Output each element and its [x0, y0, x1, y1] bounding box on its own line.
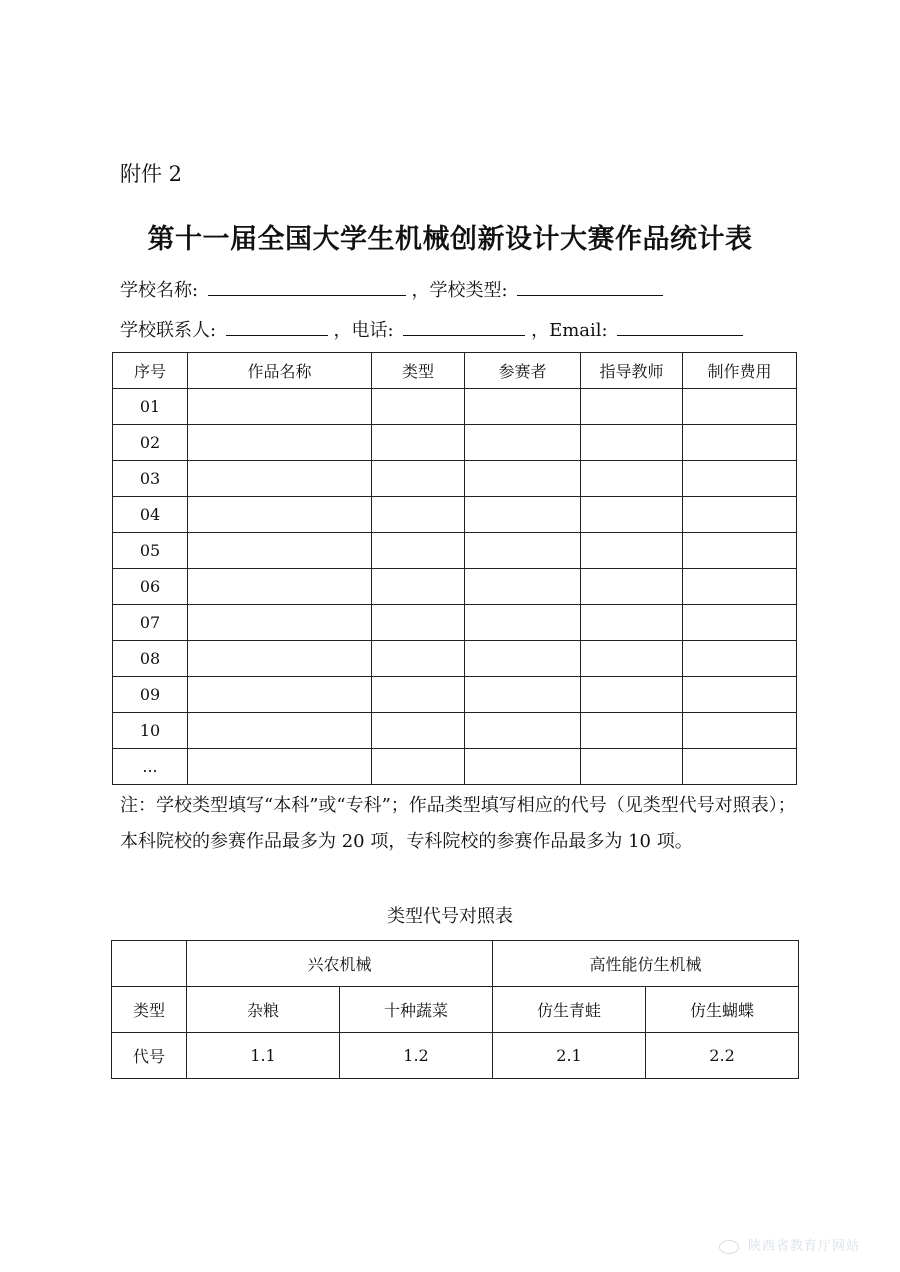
row-index-cell: 01: [113, 389, 188, 425]
type-cell: 十种蔬菜: [340, 987, 493, 1033]
cost-cell[interactable]: [683, 461, 797, 497]
advisor-cell[interactable]: [581, 497, 683, 533]
header-index: 序号: [113, 353, 188, 389]
type-cell[interactable]: [372, 677, 465, 713]
contact-label: 学校联系人:: [120, 320, 217, 341]
work-name-cell[interactable]: [188, 713, 372, 749]
row-index-cell: 07: [113, 605, 188, 641]
work-name-cell[interactable]: [188, 677, 372, 713]
work-name-cell[interactable]: [188, 569, 372, 605]
type-cell[interactable]: [372, 569, 465, 605]
row-index-cell: 04: [113, 497, 188, 533]
advisor-cell[interactable]: [581, 533, 683, 569]
code-cell: 2.1: [493, 1033, 646, 1079]
work-name-cell[interactable]: [188, 389, 372, 425]
type-code-row: [112, 1033, 799, 1079]
work-name-cell[interactable]: [188, 425, 372, 461]
row-index-cell: 08: [113, 641, 188, 677]
school-type-blank[interactable]: [517, 275, 663, 296]
participants-cell[interactable]: [465, 713, 581, 749]
type-cell[interactable]: [372, 533, 465, 569]
work-name-cell[interactable]: [188, 749, 372, 785]
contact-info-line: [120, 315, 743, 342]
table-row: [113, 713, 797, 749]
work-name-cell[interactable]: [188, 533, 372, 569]
row-type-label: 类型: [112, 987, 187, 1033]
row-index-cell: 05: [113, 533, 188, 569]
school-type-label: ，学校类型:: [411, 280, 508, 301]
cost-cell[interactable]: [683, 497, 797, 533]
participants-cell[interactable]: [465, 425, 581, 461]
type-name-row: [112, 987, 799, 1033]
cost-cell[interactable]: [683, 569, 797, 605]
watermark-text: 陕西省教育厅网站: [747, 1239, 860, 1254]
type-cell[interactable]: [372, 425, 465, 461]
type-code-table: [111, 940, 799, 1079]
school-name-blank[interactable]: [208, 275, 406, 296]
advisor-cell[interactable]: [581, 749, 683, 785]
table-row: [113, 569, 797, 605]
row-index-cell: 09: [113, 677, 188, 713]
type-cell: 仿生青蛙: [493, 987, 646, 1033]
table-row: [113, 749, 797, 785]
header-work-name: 作品名称: [188, 353, 372, 389]
table-row: [113, 425, 797, 461]
row-index-cell: 03: [113, 461, 188, 497]
table-row: [113, 389, 797, 425]
participants-cell[interactable]: [465, 677, 581, 713]
participants-cell[interactable]: [465, 389, 581, 425]
participants-cell[interactable]: [465, 461, 581, 497]
row-index-cell: 02: [113, 425, 188, 461]
type-group-row: [112, 941, 799, 987]
participants-cell[interactable]: [465, 749, 581, 785]
note-text: 注：学校类型填写“本科”或“专科”；作品类型填写相应的代号（见类型代号对照表）；本科院校的参赛作品最多为 20 项，专科院校的参赛作品最多为 10 项。: [120, 795, 796, 852]
type-cell: 杂粮: [187, 987, 340, 1033]
type-cell[interactable]: [372, 749, 465, 785]
table-row: [113, 497, 797, 533]
empty-corner-cell: [112, 941, 187, 987]
phone-blank[interactable]: [403, 315, 525, 336]
header-advisor: 指导教师: [581, 353, 683, 389]
table-row: [113, 641, 797, 677]
watermark-logo-icon: [719, 1240, 739, 1254]
row-code-label: 代号: [112, 1033, 187, 1079]
work-name-cell[interactable]: [188, 641, 372, 677]
advisor-cell[interactable]: [581, 569, 683, 605]
advisor-cell[interactable]: [581, 461, 683, 497]
email-label: ，Email:: [531, 320, 608, 341]
header-participants: 参赛者: [465, 353, 581, 389]
work-name-cell[interactable]: [188, 461, 372, 497]
participants-cell[interactable]: [465, 569, 581, 605]
code-cell: 1.2: [340, 1033, 493, 1079]
type-cell[interactable]: [372, 605, 465, 641]
watermark: [719, 1235, 860, 1254]
advisor-cell[interactable]: [581, 713, 683, 749]
school-name-label: 学校名称:: [120, 280, 199, 301]
attachment-label: 附件 2: [120, 162, 183, 186]
row-index-cell: ...: [113, 749, 188, 785]
document-title: 第十一届全国大学生机械创新设计大赛作品统计表: [147, 224, 753, 255]
cost-cell[interactable]: [683, 389, 797, 425]
cost-cell[interactable]: [683, 749, 797, 785]
table-row: [113, 533, 797, 569]
cost-cell[interactable]: [683, 425, 797, 461]
type-cell: 仿生蝴蝶: [646, 987, 799, 1033]
cost-cell[interactable]: [683, 605, 797, 641]
cost-cell[interactable]: [683, 713, 797, 749]
group-bionic-machinery: 高性能仿生机械: [493, 941, 799, 987]
row-index-cell: 06: [113, 569, 188, 605]
table-row: [113, 461, 797, 497]
row-index-cell: 10: [113, 713, 188, 749]
work-name-cell[interactable]: [188, 605, 372, 641]
advisor-cell[interactable]: [581, 605, 683, 641]
type-cell[interactable]: [372, 389, 465, 425]
header-cost: 制作费用: [683, 353, 797, 389]
cost-cell[interactable]: [683, 641, 797, 677]
type-cell[interactable]: [372, 461, 465, 497]
type-cell[interactable]: [372, 497, 465, 533]
type-table-title: 类型代号对照表: [387, 906, 513, 927]
cost-cell[interactable]: [683, 533, 797, 569]
work-name-cell[interactable]: [188, 497, 372, 533]
code-cell: 1.1: [187, 1033, 340, 1079]
header-type: 类型: [372, 353, 465, 389]
school-info-line: [120, 275, 663, 302]
code-cell: 2.2: [646, 1033, 799, 1079]
group-agri-machinery: 兴农机械: [187, 941, 493, 987]
table-row: [113, 605, 797, 641]
cost-cell[interactable]: [683, 677, 797, 713]
participants-cell[interactable]: [465, 533, 581, 569]
works-statistics-table: [112, 352, 797, 785]
participants-cell[interactable]: [465, 605, 581, 641]
type-cell[interactable]: [372, 713, 465, 749]
table-header-row: [113, 353, 797, 389]
type-cell[interactable]: [372, 641, 465, 677]
advisor-cell[interactable]: [581, 389, 683, 425]
participants-cell[interactable]: [465, 497, 581, 533]
advisor-cell[interactable]: [581, 677, 683, 713]
advisor-cell[interactable]: [581, 641, 683, 677]
phone-label: ，电话:: [333, 320, 394, 341]
advisor-cell[interactable]: [581, 425, 683, 461]
participants-cell[interactable]: [465, 641, 581, 677]
email-blank[interactable]: [617, 315, 743, 336]
contact-blank[interactable]: [226, 315, 328, 336]
table-row: [113, 677, 797, 713]
